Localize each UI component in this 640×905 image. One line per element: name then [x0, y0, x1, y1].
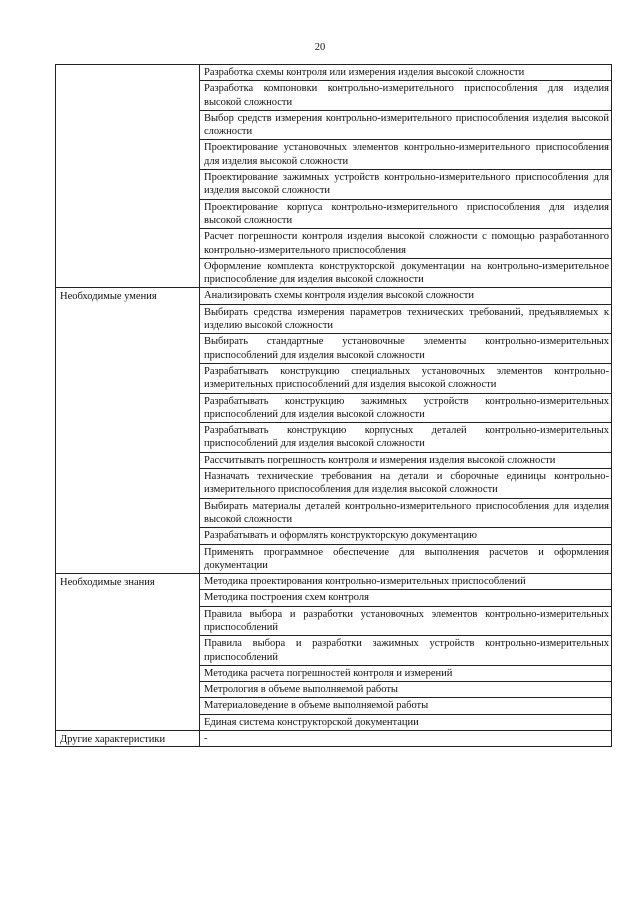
table-row: Проектирование установочных элементов контрольно-измерительного приспособления для изделия высокой сложности — [200, 140, 611, 170]
table-row: Применять программное обеспечение для выполнения расчетов и оформления документации — [204, 546, 609, 571]
table-row: Методика построения схем контроля — [200, 590, 611, 606]
section-rows — [200, 730, 612, 747]
table-row: Разрабатывать конструкцию зажимных устройств контрольно-измерительных приспособлений для изделия высокой сложности — [200, 394, 611, 424]
table-row: Правила выбора и разработки установочных элементов контрольно-измерительных приспособлений — [200, 607, 611, 637]
page-number: 20 — [314, 42, 326, 53]
table-row: Разрабатывать конструкцию корпусных деталей контрольно-измерительных приспособлений для изделия высокой сложности — [200, 423, 611, 453]
table-row: Разрабатывать и оформлять конструкторскую документацию — [200, 528, 611, 544]
table-row: Проектирование корпуса контрольно-измерительного приспособления для изделия высокой сложности — [200, 200, 611, 230]
qualification-table — [55, 64, 612, 747]
table-row: Методика проектирования контрольно-измерительных приспособлений — [200, 574, 611, 590]
table-row: Проектирование зажимных устройств контрольно-измерительного приспособления для изделия высокой сложности — [200, 170, 611, 200]
section-label-other: Другие характеристики — [55, 730, 200, 747]
section-rows — [200, 64, 612, 287]
section-label — [55, 64, 200, 287]
section-labor-actions — [55, 64, 612, 287]
table-row: Разработка компоновки контрольно-измерительного приспособления для изделия высокой сложности — [200, 81, 611, 111]
table-row: Оформление комплекта конструкторской документации на контрольно-измерительное приспособление для изделия высокой сложности — [204, 260, 609, 286]
table-row: Правила выбора и разработки зажимных устройств контрольно-измерительных приспособлений — [200, 636, 611, 666]
section-rows — [200, 573, 612, 730]
table-row: Назначать технические требования на детали и сборочные единицы контрольно-измерительного приспособления для изделия высокой сложности — [200, 469, 611, 499]
table-row: Разрабатывать конструкцию специальных установочных элементов контрольно-измерительных приспособлений для изделия высокой сложности — [200, 364, 611, 394]
section-label-knowledge: Необходимые знания — [55, 573, 200, 730]
table-row: Метрология в объеме выполняемой работы — [200, 682, 611, 698]
table-row: Анализировать схемы контроля изделия высокой сложности — [200, 288, 611, 304]
section-rows — [200, 287, 612, 573]
table-row: Расчет погрешности контроля изделия высокой сложности с помощью разработанного контрольно-измерительного приспособления — [200, 229, 611, 259]
table-row: - — [204, 733, 208, 745]
table-row: Материаловедение в объеме выполняемой работы — [200, 698, 611, 714]
table-row: Выбирать стандартные установочные элементы контрольно-измерительных приспособлений для изделия высокой сложности — [200, 334, 611, 364]
section-skills — [55, 287, 612, 573]
table-row: Выбирать материалы деталей контрольно-измерительного приспособления для изделия высокой сложности — [200, 499, 611, 529]
table-row: Единая система конструкторской документации — [204, 716, 419, 728]
table-row: Выбирать средства измерения параметров технических требований, предъявляемых к изделию высокой сложности — [200, 305, 611, 335]
table-row: Методика расчета погрешностей контроля и измерений — [200, 666, 611, 682]
table-row: Разработка схемы контроля или измерения изделия высокой сложности — [200, 65, 611, 81]
table-row: Рассчитывать погрешность контроля и измерения изделия высокой сложности — [200, 453, 611, 469]
section-other — [55, 730, 612, 747]
table-row: Выбор средств измерения контрольно-измерительного приспособления изделия высокой сложности — [200, 111, 611, 141]
section-knowledge — [55, 573, 612, 730]
section-label-skills: Необходимые умения — [55, 287, 200, 573]
